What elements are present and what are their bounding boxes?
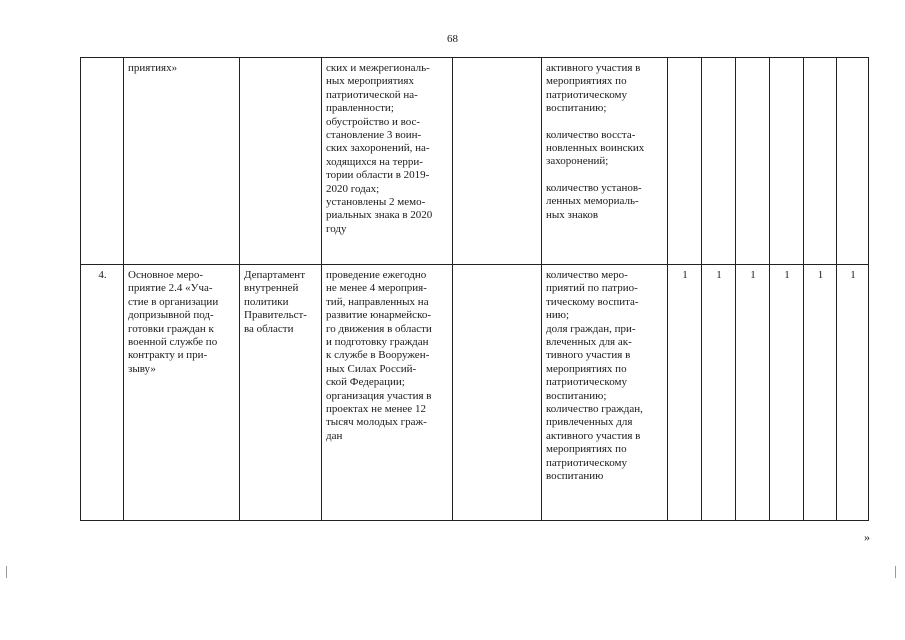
- cell-text-line: Основное меро-: [128, 269, 204, 281]
- cell-value: [837, 58, 869, 265]
- cell-text-line: ских захоронений, на-: [326, 142, 430, 155]
- cell-index: 4.: [81, 265, 124, 521]
- cell-result: [322, 265, 453, 521]
- cell-text-line: готовки граждан к: [128, 322, 214, 335]
- cell-text-line: обустройство и вос-: [326, 115, 421, 128]
- cell-text-line: приятие 2.4 «Уча-: [128, 282, 213, 295]
- cell-text-line: привлеченных для: [546, 416, 633, 429]
- cell-text-line: ходящихся на терри-: [326, 155, 423, 168]
- cell-text-line: мероприятиях по: [546, 362, 627, 375]
- cell-text-line: ных знаков: [546, 208, 599, 221]
- cell-value: [736, 58, 770, 265]
- cell-value: [668, 58, 702, 265]
- cell-text-line: тий, направленных на: [326, 295, 429, 308]
- cell-text-line: ских и межрегиональ-: [326, 62, 430, 74]
- cell-text-line: воспитанию: [546, 470, 604, 483]
- cell-text-line: тическому воспита-: [546, 295, 639, 308]
- cell-activity: [124, 58, 240, 265]
- cell-text-line: стие в организации: [128, 295, 219, 308]
- cell-text-line: приятиях»: [128, 62, 178, 74]
- cell-text-line: тысяч молодых граж-: [326, 416, 427, 429]
- cell-text-line: правленности;: [326, 102, 394, 115]
- cell-indicator: [542, 265, 668, 521]
- cell-text-line: Правительст-: [244, 309, 307, 322]
- cell-text-line: установлены 2 мемо-: [326, 196, 426, 209]
- cell-text-line: ской Федерации;: [326, 376, 405, 389]
- cell-index: [81, 58, 124, 265]
- cell-text-line: политики: [244, 295, 289, 308]
- cell-text-line: мероприятиях по: [546, 75, 627, 88]
- cell-text-line: ва области: [244, 322, 294, 335]
- cell-text-line: патриотическому: [546, 456, 627, 469]
- cell-value: [770, 58, 804, 265]
- cell-text-line: активного участия в: [546, 62, 641, 74]
- cell-text-line: количество установ-: [546, 181, 642, 194]
- cell-text-line: патриотическому: [546, 376, 627, 389]
- cell-text-line: патриотическому: [546, 88, 627, 101]
- closing-quote: »: [864, 530, 870, 544]
- cell-value: 1: [668, 265, 702, 521]
- cell-text-line: патриотической на-: [326, 88, 418, 101]
- cell-text-line: новленных воинских: [546, 142, 645, 155]
- cell-text-line: не менее 4 мероприя-: [326, 282, 427, 295]
- cell-text-line: ных Силах Россий-: [326, 362, 417, 375]
- cell-text-line: мероприятиях по: [546, 443, 627, 456]
- cell-text-line: количество восста-: [546, 128, 636, 141]
- cell-text-line: ленных мемориаль-: [546, 195, 639, 208]
- cell-activity: [124, 265, 240, 521]
- cell-empty: [453, 265, 542, 521]
- cell-text-line: становление 3 воин-: [326, 129, 422, 142]
- cell-result: [322, 58, 453, 265]
- cell-text-line: к службе в Вооружен-: [326, 349, 430, 362]
- cell-indicator: [542, 58, 668, 265]
- page-number: 68: [447, 33, 458, 45]
- cell-text-line: году: [326, 222, 347, 235]
- paragraph-gap: [546, 116, 664, 129]
- cell-text-line: проектах не менее 12: [326, 403, 426, 416]
- cell-text-line: контракту и при-: [128, 349, 208, 362]
- cell-text-line: риальных знака в 2020: [326, 209, 433, 222]
- cell-value: 1: [770, 265, 804, 521]
- cell-executor: [240, 58, 322, 265]
- cell-text-line: приятий по патрио-: [546, 282, 638, 295]
- cell-text-line: Департамент: [244, 269, 306, 281]
- cell-text-line: тивного участия в: [546, 349, 631, 362]
- table-row-4: [81, 265, 869, 521]
- margin-mark-right: [895, 566, 896, 578]
- cell-text-line: проведение ежегодно: [326, 269, 427, 281]
- cell-executor: [240, 265, 322, 521]
- cell-text-line: количество граждан,: [546, 403, 643, 416]
- margin-mark-left: [6, 566, 7, 578]
- cell-text-line: воспитанию;: [546, 102, 607, 115]
- cell-value: [702, 58, 736, 265]
- cell-value: [804, 58, 837, 265]
- cell-text-line: дан: [326, 429, 343, 442]
- paragraph-gap: [546, 169, 664, 182]
- cell-text-line: нию;: [546, 309, 570, 322]
- cell-value: 1: [804, 265, 837, 521]
- table-row-continued: [81, 58, 869, 265]
- program-table: [80, 57, 869, 521]
- cell-text-line: развитие юнармейско-: [326, 309, 432, 322]
- cell-text-line: ных мероприятиях: [326, 75, 414, 88]
- cell-text-line: доля граждан, при-: [546, 322, 636, 335]
- cell-text-line: организация участия в: [326, 389, 432, 402]
- cell-text-line: захоронений;: [546, 155, 609, 168]
- cell-text-line: и подготовку граждан: [326, 336, 429, 349]
- cell-text-line: активного участия в: [546, 429, 641, 442]
- cell-text-line: влеченных для ак-: [546, 336, 632, 349]
- cell-text-line: тории области в 2019-: [326, 169, 430, 182]
- cell-text-line: го движения в области: [326, 322, 432, 335]
- cell-text-line: воспитанию;: [546, 389, 607, 402]
- cell-text-line: допризывной под-: [128, 309, 214, 322]
- cell-text-line: количество меро-: [546, 269, 628, 281]
- cell-empty: [453, 58, 542, 265]
- cell-text-line: военной службе по: [128, 336, 218, 349]
- cell-text-line: внутренней: [244, 282, 299, 295]
- cell-text-line: 2020 годах;: [326, 182, 380, 195]
- cell-text-line: зыву»: [128, 362, 156, 375]
- cell-value: 1: [702, 265, 736, 521]
- cell-value: 1: [837, 265, 869, 521]
- cell-value: 1: [736, 265, 770, 521]
